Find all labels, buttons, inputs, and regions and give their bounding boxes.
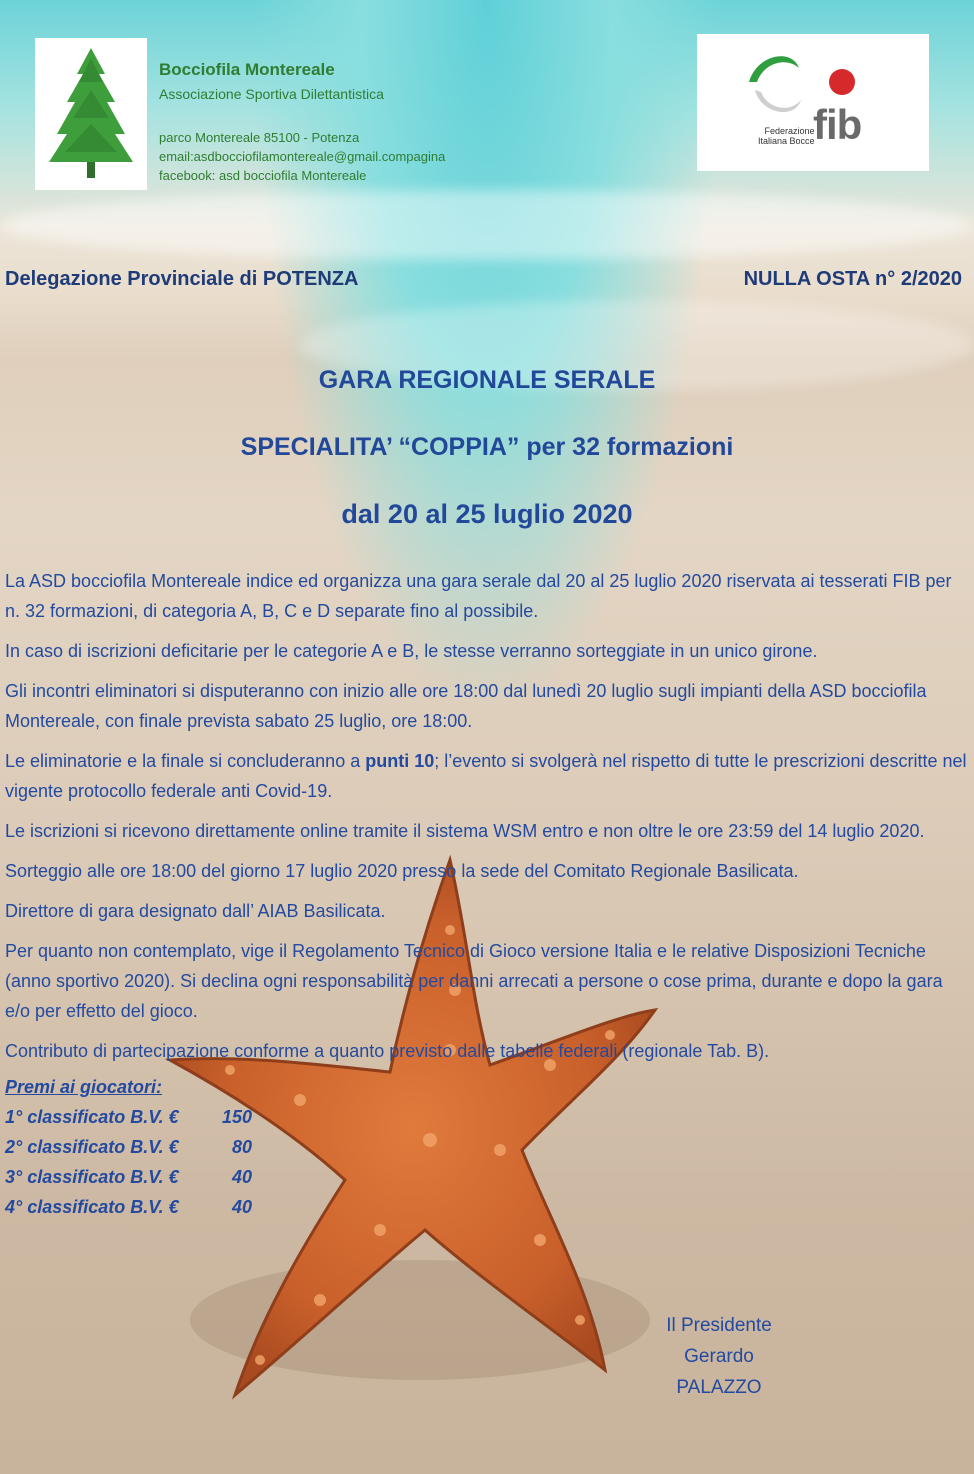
- organization-info: [159, 60, 445, 185]
- prizes-list: [5, 1072, 967, 1222]
- nulla-osta-label: NULLA OSTA n° 2/2020: [743, 268, 962, 290]
- fib-caption: [758, 126, 815, 146]
- tree-icon: [45, 44, 137, 184]
- prize-row: [5, 1162, 967, 1192]
- org-name: Bocciofila Montereale: [159, 60, 335, 79]
- org-address: parco Montereale 85100 - Potenza: [159, 130, 360, 145]
- paragraph: [5, 746, 967, 806]
- prize-value: 150: [221, 1107, 252, 1127]
- paragraph: Contributo di partecipazione conforme a quanto previsto dalle tabelle federali (regionale Tab. B).: [5, 1041, 770, 1061]
- org-email: email:asdbocciofilamontereale@gmail.compagina: [159, 149, 446, 164]
- fib-caption-line1: Federazione: [764, 126, 815, 136]
- paragraph: La ASD bocciofila Montereale indice ed organizza una gara serale dal 20 al 25 luglio 2020 riservata ai tesserati FIB per n. 32 formazioni, di categoria A, B, C e D separate fino al possibile.: [5, 571, 952, 621]
- points-highlight: punti 10: [365, 751, 435, 771]
- paragraph-text: Le eliminatorie e la finale si concluderanno a: [5, 751, 366, 771]
- org-subtitle: Associazione Sportiva Dilettantistica: [159, 86, 384, 102]
- signature-role: Il Presidente: [666, 1315, 772, 1336]
- fib-caption-line2: Italiana Bocce: [758, 136, 815, 146]
- prize-value: 80: [231, 1137, 252, 1157]
- prize-label: 2° classificato B.V. €: [5, 1137, 179, 1157]
- bocciofila-logo: [35, 38, 147, 190]
- prize-value: 40: [231, 1197, 252, 1217]
- prizes-heading: Premi ai giocatori:: [5, 1077, 163, 1097]
- paragraph: Sorteggio alle ore 18:00 del giorno 17 luglio 2020 presso la sede del Comitato Regionale Basilicata.: [5, 861, 799, 881]
- prize-row: [5, 1132, 967, 1162]
- prize-label: 3° classificato B.V. €: [5, 1167, 179, 1187]
- prize-row: [5, 1102, 967, 1132]
- fib-logo-text: fib: [813, 101, 862, 148]
- delegation-label: Delegazione Provinciale di POTENZA: [5, 268, 359, 290]
- paragraph: Gli incontri eliminatori si disputeranno con inizio alle ore 18:00 dal lunedì 20 luglio sugli impianti della ASD bocciofila Montereale, con finale prevista sabato 25 luglio, ore 18:00.: [5, 681, 927, 731]
- paragraph: Le iscrizioni si ricevono direttamente online tramite il sistema WSM entro e non oltre le ore 23:59 del 14 luglio 2020.: [5, 821, 925, 841]
- title-line3: dal 20 al 25 luglio 2020: [341, 499, 633, 529]
- paragraph-text: ; l’evento si svolgerà nel rispetto di tutte le prescrizioni descritte nel vigente protocollo federale anti Covid-19.: [5, 751, 967, 801]
- signature-name: Gerardo PALAZZO: [676, 1346, 762, 1398]
- paragraph: Direttore di gara designato dall’ AIAB Basilicata.: [5, 901, 386, 921]
- signature-block: [644, 1310, 794, 1403]
- announcement-body: [5, 566, 967, 1222]
- org-facebook: facebook: asd bocciofila Montereale: [159, 168, 367, 183]
- paragraph: Per quanto non contemplato, vige il Regolamento Tecnico di Gioco versione Italia e le relative Disposizioni Tecniche (anno sportivo 2020). Si declina ogni responsabilità per danni arrecati a persone o cose prima, durante e dopo la gara e/o per effetto del gioco.: [5, 941, 943, 1021]
- title-line1: GARA REGIONALE SERALE: [318, 366, 656, 394]
- paragraph: In caso di iscrizioni deficitarie per le categorie A e B, le stesse verranno sorteggiate in un unico girone.: [5, 641, 818, 661]
- prize-label: 1° classificato B.V. €: [5, 1107, 179, 1127]
- prize-label: 4° classificato B.V. €: [5, 1197, 179, 1217]
- prize-value: 40: [231, 1167, 252, 1187]
- prize-row: [5, 1192, 967, 1222]
- sea-foam: [0, 190, 974, 260]
- title-line2: SPECIALITA’ “COPPIA” per 32 formazioni: [240, 433, 734, 461]
